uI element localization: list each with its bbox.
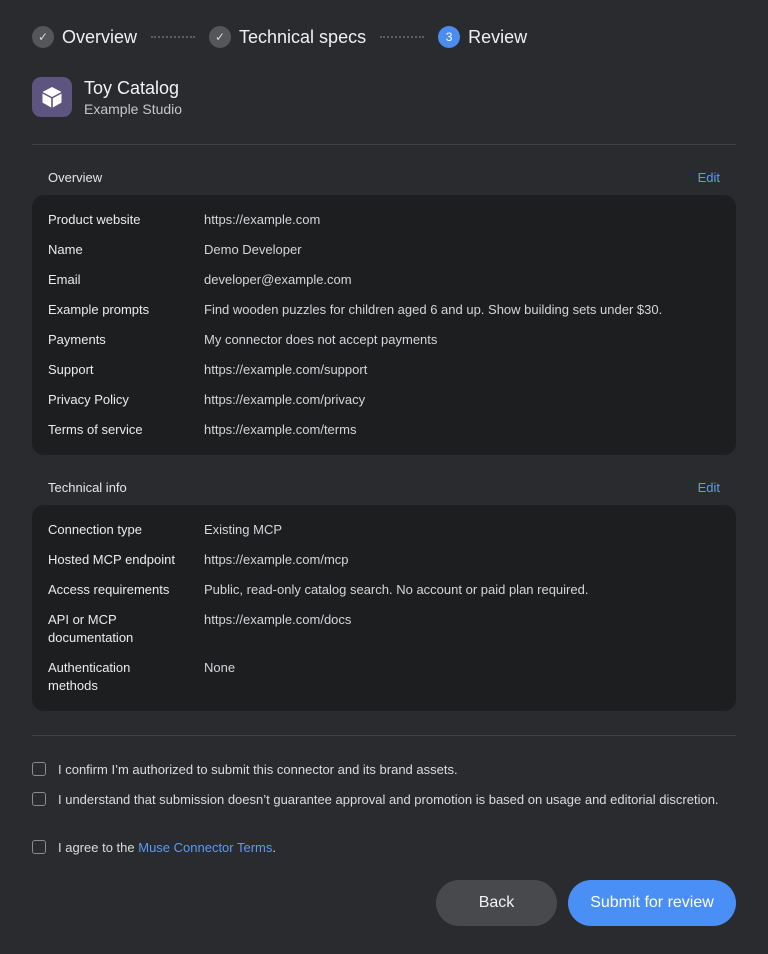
row-value: https://example.com/support	[204, 362, 368, 377]
table-row	[48, 421, 720, 439]
checkbox-label	[58, 839, 276, 857]
confirm-understand-checkbox[interactable]	[32, 792, 46, 806]
divider	[32, 735, 736, 736]
confirm-terms-row	[32, 839, 720, 857]
checkbox-label: I confirm I’m authorized to submit this connector and its brand assets.	[58, 762, 458, 777]
table-row	[48, 391, 720, 409]
row-label: API or MCP documentation	[48, 612, 134, 645]
step-label: Review	[468, 26, 528, 47]
row-label: Example prompts	[48, 302, 150, 317]
step-technical-specs[interactable]	[209, 26, 366, 48]
row-label: Authentication methods	[48, 660, 131, 693]
checkbox-label: I understand that submission doesn’t guarantee approval and promotion is based on usage and editorial discretion.	[58, 792, 719, 807]
confirm-authorized-checkbox[interactable]	[32, 762, 46, 776]
row-value: None	[204, 660, 236, 675]
table-row	[48, 659, 720, 695]
row-label: Access requirements	[48, 582, 170, 597]
step-number-badge: 3	[438, 26, 460, 48]
step-overview[interactable]	[32, 26, 137, 48]
row-value: https://example.com/privacy	[204, 392, 366, 407]
agree-terms-checkbox[interactable]	[32, 840, 46, 854]
confirm-understand-row	[32, 791, 720, 809]
section-title: Overview	[48, 170, 103, 185]
row-label: Email	[48, 272, 81, 287]
cube-icon	[32, 77, 72, 117]
row-value: https://example.com/terms	[204, 422, 357, 437]
technical-section-header	[48, 480, 720, 495]
submit-for-review-button[interactable]: Submit for review	[568, 880, 736, 926]
terms-link[interactable]: Muse Connector Terms	[138, 840, 273, 855]
row-value: developer@example.com	[204, 272, 352, 287]
row-value: My connector does not accept payments	[204, 332, 438, 347]
table-row	[48, 241, 720, 259]
step-separator	[151, 36, 195, 38]
divider	[32, 144, 736, 145]
app-header	[32, 77, 182, 117]
table-row	[48, 521, 720, 539]
table-row	[48, 331, 720, 349]
overview-card	[32, 195, 736, 455]
row-label: Product website	[48, 212, 141, 227]
step-label: Overview	[62, 26, 138, 47]
overview-section-header	[48, 170, 720, 185]
row-label: Privacy Policy	[48, 392, 129, 407]
step-separator	[380, 36, 424, 38]
row-label: Name	[48, 242, 83, 257]
row-value: Existing MCP	[204, 522, 283, 537]
row-value: https://example.com/mcp	[204, 552, 349, 567]
row-label: Terms of service	[48, 422, 143, 437]
app-name: Toy Catalog	[84, 77, 180, 98]
table-row	[48, 211, 720, 229]
row-label: Hosted MCP endpoint	[48, 552, 175, 567]
technical-card	[32, 505, 736, 711]
section-title: Technical info	[48, 480, 127, 495]
app-org: Example Studio	[84, 100, 183, 117]
row-label: Connection type	[48, 522, 142, 537]
row-value: https://example.com	[204, 212, 321, 227]
table-row	[48, 581, 720, 599]
step-review[interactable]	[438, 26, 527, 48]
row-value: Find wooden puzzles for children aged 6 and up. Show building sets under $30.	[204, 302, 663, 317]
check-icon: ✓	[32, 26, 54, 48]
table-row	[48, 611, 720, 647]
row-label: Payments	[48, 332, 106, 347]
row-label: Support	[48, 362, 94, 377]
technical-edit-link[interactable]: Edit	[697, 480, 720, 495]
row-value: Demo Developer	[204, 242, 302, 257]
table-row	[48, 301, 720, 319]
agree-suffix: .	[272, 840, 277, 855]
step-label: Technical specs	[239, 26, 367, 47]
row-value: https://example.com/docs	[204, 612, 352, 627]
stepper	[32, 24, 736, 50]
table-row	[48, 271, 720, 289]
agree-prefix: I agree to the	[58, 840, 139, 855]
check-icon: ✓	[209, 26, 231, 48]
overview-edit-link[interactable]: Edit	[697, 170, 720, 185]
confirm-authorized-row	[32, 761, 720, 779]
table-row	[48, 551, 720, 569]
table-row	[48, 361, 720, 379]
row-value: Public, read-only catalog search. No account or paid plan required.	[204, 582, 589, 597]
back-button[interactable]: Back	[436, 880, 557, 926]
